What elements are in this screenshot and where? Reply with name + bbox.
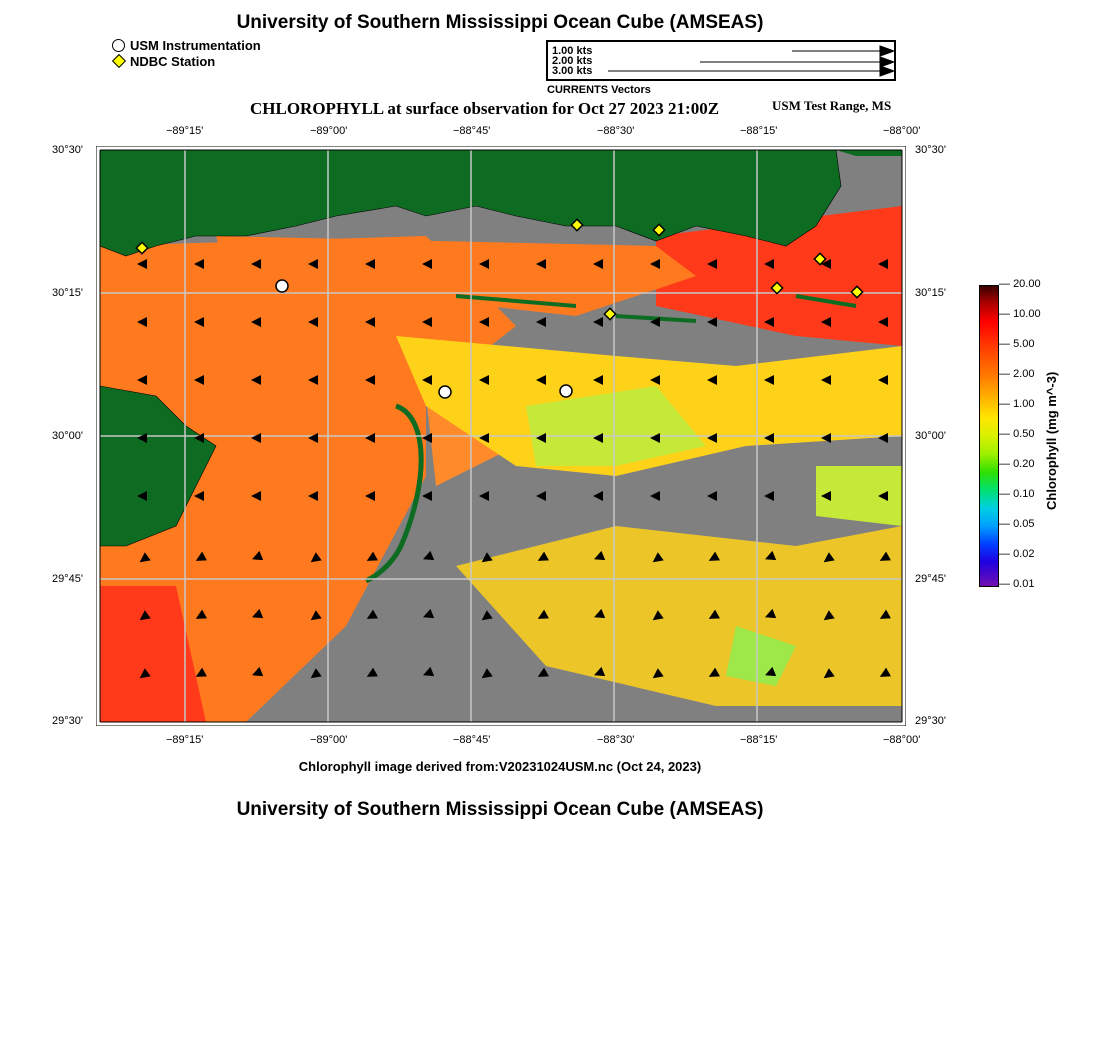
source-note: Chlorophyll image derived from:V20231024USM.nc (Oct 24, 2023)	[298, 759, 702, 774]
ndbc-diamond-icon	[112, 54, 126, 68]
ndbc-legend-label: NDBC Station	[130, 54, 216, 69]
lon-tick-bottom: −88°15'	[740, 734, 778, 746]
region-label: USM Test Range, MS	[772, 98, 892, 113]
lat-tick-left: 29°30'	[52, 715, 83, 727]
lon-tick-bottom: −89°15'	[166, 734, 204, 746]
lon-tick-top: −89°00'	[310, 125, 348, 137]
colorbar-tick: 1.00	[1013, 398, 1035, 410]
lon-tick-bottom: −88°00'	[883, 734, 921, 746]
colorbar-tick: 20.00	[1013, 278, 1041, 290]
colorbar	[979, 285, 999, 587]
lat-tick-left: 30°15'	[52, 287, 83, 299]
main-title: University of Southern Mississippi Ocean Cube (AMSEAS)	[236, 12, 764, 33]
lon-tick-top: −88°15'	[740, 125, 778, 137]
lon-tick-top: −89°15'	[166, 125, 204, 137]
chlorophyll-map	[96, 146, 906, 726]
lat-tick-right: 30°00'	[915, 430, 946, 442]
lat-tick-right: 29°30'	[915, 715, 946, 727]
lon-tick-top: −88°00'	[883, 125, 921, 137]
lon-tick-bottom: −89°00'	[310, 734, 348, 746]
colorbar-tick: 5.00	[1013, 338, 1035, 350]
colorbar-tick: 10.00	[1013, 308, 1041, 320]
lon-tick-bottom: −88°30'	[597, 734, 635, 746]
colorbar-tick: 0.02	[1013, 548, 1035, 560]
colorbar-tick: 2.00	[1013, 368, 1035, 380]
usm-instrument-marker	[276, 280, 288, 292]
map-subtitle: CHLOROPHYLL at surface observation for Oct 27 2023 21:00Z	[250, 99, 720, 118]
vector-2kt-label: 2.00 kts	[552, 55, 593, 67]
usm-circle-icon	[112, 39, 125, 52]
usm-instrument-marker	[439, 386, 451, 398]
lat-tick-right: 30°30'	[915, 144, 946, 156]
vector-1kt-label: 1.00 kts	[552, 45, 593, 57]
colorbar-tick: 0.10	[1013, 488, 1035, 500]
lat-tick-left: 30°30'	[52, 144, 83, 156]
lat-tick-left: 30°00'	[52, 430, 83, 442]
vector-3kt-label: 3.00 kts	[552, 65, 593, 77]
lat-tick-right: 29°45'	[915, 573, 946, 585]
usm-legend-label: USM Instrumentation	[130, 38, 261, 53]
colorbar-tick: 0.20	[1013, 458, 1035, 470]
colorbar-tick: 0.01	[1013, 578, 1035, 590]
lat-tick-left: 29°45'	[52, 573, 83, 585]
lat-tick-right: 30°15'	[915, 287, 946, 299]
vector-caption: CURRENTS Vectors	[547, 84, 651, 96]
colorbar-tick: 0.05	[1013, 518, 1035, 530]
lon-tick-top: −88°45'	[453, 125, 491, 137]
footer-title: University of Southern Mississippi Ocean Cube (AMSEAS)	[236, 799, 764, 820]
lon-tick-top: −88°30'	[597, 125, 635, 137]
vector-scale-arrows	[548, 42, 894, 79]
vector-scale-box	[546, 40, 896, 81]
colorbar-label: Chlorophyll (mg m^-3)	[1044, 371, 1059, 510]
lon-tick-bottom: −88°45'	[453, 734, 491, 746]
colorbar-tick: 0.50	[1013, 428, 1035, 440]
usm-instrument-marker	[560, 385, 572, 397]
